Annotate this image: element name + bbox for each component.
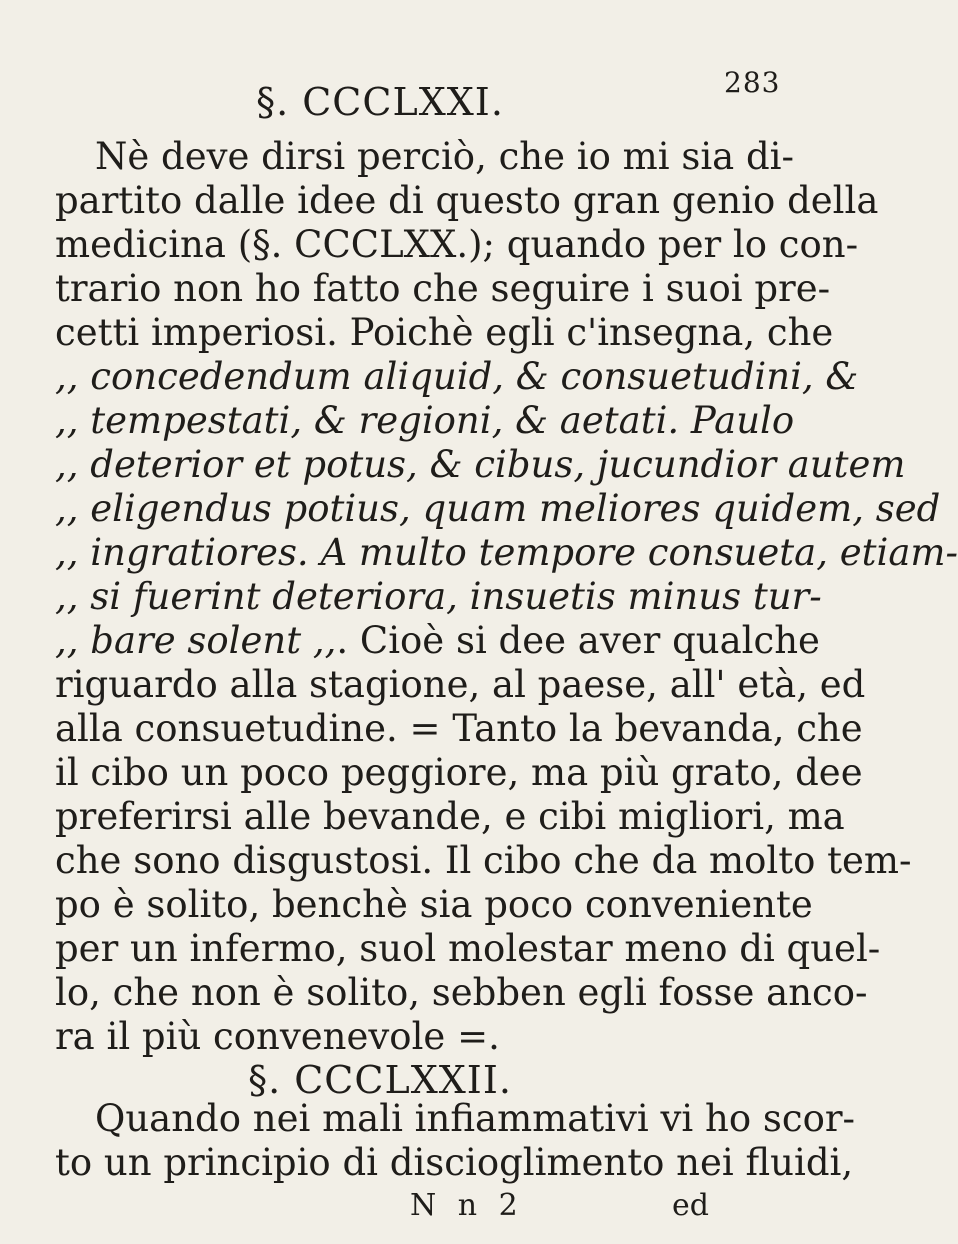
catchword: ed xyxy=(672,1188,709,1223)
quote-line: ,, si fuerint deteriora, insuetis minus tur- xyxy=(55,575,822,618)
line-text: il cibo un poco peggiore, ma più grato, dee xyxy=(55,751,863,794)
line-continuation: . Cioè si dee aver qualche xyxy=(336,619,820,662)
line-text: che sono disgustosi. Il cibo che da molto tem- xyxy=(55,839,912,882)
line-text: medicina (§. CCCLXX.); quando per lo con- xyxy=(55,223,859,266)
section-heading: §. CCCLXXI. xyxy=(256,80,504,124)
line-text: lo, che non è solito, sebben egli fosse anco- xyxy=(55,971,868,1014)
line-text: ra il più convenevole =. xyxy=(55,1015,500,1058)
line-text: alla consuetudine. = Tanto la bevanda, che xyxy=(55,707,863,750)
quote-line: ,, concedendum aliquid, & consuetudini, & xyxy=(55,355,859,398)
quote-end: ,, bare solent ,, xyxy=(55,619,337,662)
quote-line: ,, ingratiores. A multo tempore consueta, etiam- xyxy=(55,531,958,574)
signature-mark: N n 2 xyxy=(410,1188,524,1223)
line-text: to un principio di discioglimento nei fluidi, xyxy=(55,1141,854,1184)
line-text: Nè deve dirsi perciò, che io mi sia di- xyxy=(95,135,795,178)
line-text: preferirsi alle bevande, e cibi migliori, ma xyxy=(55,795,845,838)
line-text: trario non ho fatto che seguire i suoi pre- xyxy=(55,267,831,310)
quote-line: ,, deterior et potus, & cibus, jucundior autem xyxy=(55,443,906,486)
line-text: Quando nei mali infiammativi vi ho scor- xyxy=(95,1097,856,1140)
mixed-line xyxy=(55,619,820,662)
line-text: cetti imperiosi. Poichè egli c'insegna, che xyxy=(55,311,834,354)
quote-line: ,, eligendus potius, quam meliores quidem, sed xyxy=(55,487,941,530)
line-text: partito dalle idee di questo gran genio della xyxy=(55,179,879,222)
page-number: 283 xyxy=(724,66,781,99)
line-text: per un infermo, suol molestar meno di quel- xyxy=(55,927,881,970)
line-text: riguardo alla stagione, al paese, all' età, ed xyxy=(55,663,866,706)
section-heading: §. CCCLXXII. xyxy=(248,1058,512,1102)
line-text: po è solito, benchè sia poco conveniente xyxy=(55,883,813,926)
quote-line: ,, tempestati, & regioni, & aetati. Paulo xyxy=(55,399,795,442)
